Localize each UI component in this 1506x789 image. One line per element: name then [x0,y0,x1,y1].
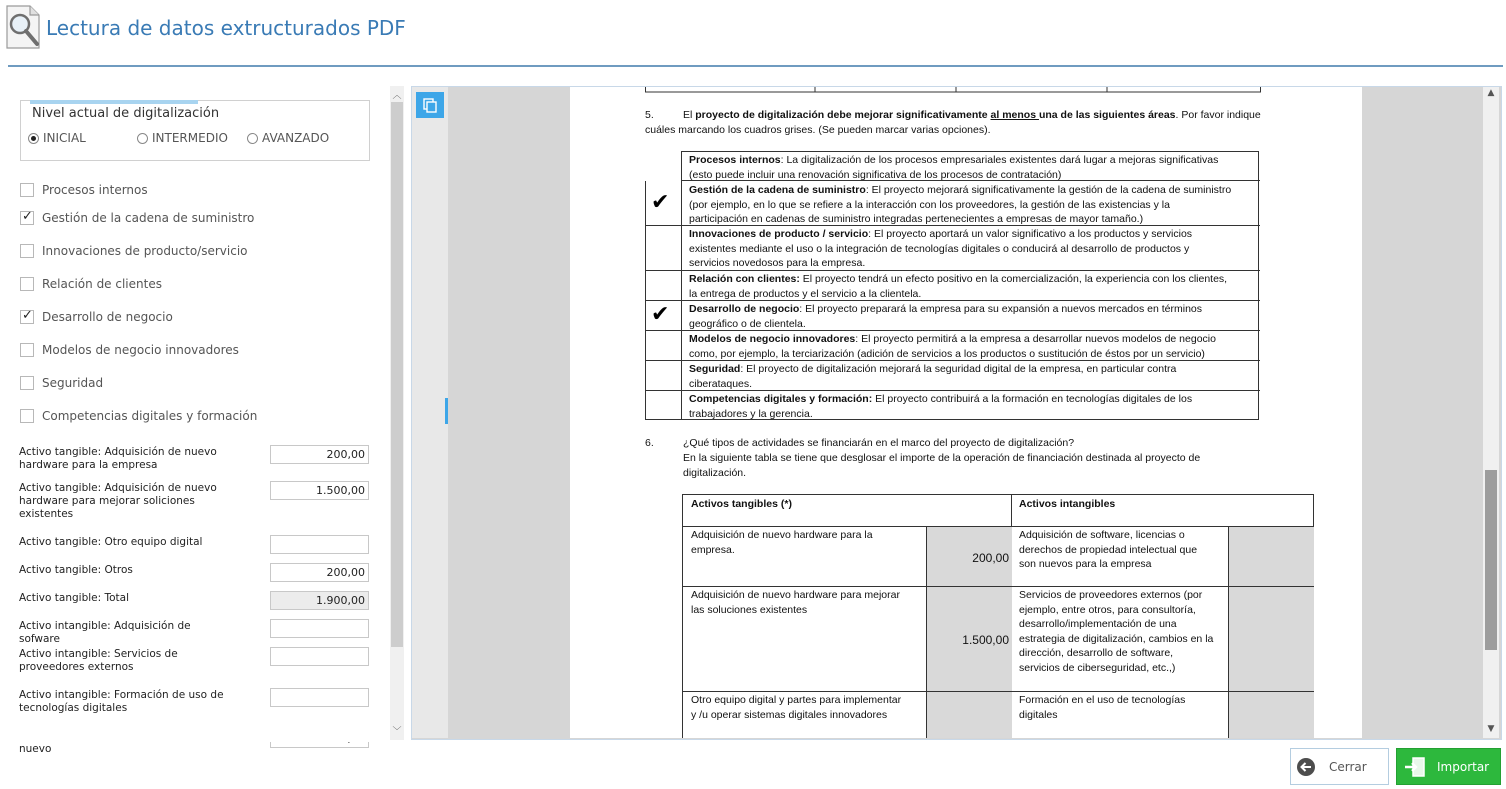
q5-number: 5. [645,109,654,121]
tangible-cell: Adquisición de nuevo hardware para mejorar las soluciones existentes [691,589,900,616]
import-button[interactable] [1396,748,1501,785]
field-label-total: Activo tangible: Total [19,592,130,604]
checkbox-label: Relación de clientes [42,277,162,291]
input-software[interactable] [270,619,369,638]
checkbox-label: Innovaciones de producto/servicio [42,244,248,258]
input-otro-equipo[interactable] [270,535,369,554]
input-hardware-mejorar[interactable] [270,481,369,500]
field-label-servicios: Activo intangible: Servicios de proveedores externos [19,648,178,673]
area-checkbox-cell[interactable] [645,361,682,391]
back-arrow-icon [1296,757,1316,777]
checkbox-label: Modelos de negocio innovadores [42,343,239,357]
input-servicios[interactable] [270,647,369,666]
app-title: Lectura de datos extructurados PDF [46,16,406,40]
area-checkbox-cell[interactable] [645,331,682,361]
checkbox-box [20,244,34,258]
intangible-cell: Adquisición de software, licencias o derechos de propiedad intelectual que son nuevos para la empresa [1019,529,1198,570]
input-hardware-empresa[interactable] [270,445,369,464]
checkbox-modelos-negocio[interactable] [20,343,239,357]
checkbox-box [20,310,34,324]
level-group-title: Nivel actual de digitalización [32,106,220,121]
area-checkbox-cell[interactable] [645,391,682,420]
level-group-accent [30,100,198,104]
scrollbar-thumb[interactable] [391,102,403,647]
panel-clip-mask [0,728,388,742]
radio-intermedio[interactable] [137,131,228,145]
scrollbar-thumb[interactable] [1485,470,1497,650]
input-formacion[interactable] [270,688,369,707]
radio-avanzado[interactable] [247,131,329,145]
table-divider [926,586,1012,587]
q5-heading: El proyecto de digitalización debe mejorar significativamente al menos una de las siguientes áreas. Por favor indique [683,109,1261,121]
field-label-contratacion: nuevo [19,743,52,755]
checkbox-box [20,277,34,291]
area-checkbox-cell[interactable] [645,226,682,271]
radio-label: AVANZADO [262,131,330,145]
previous-table-fragment [645,87,1261,93]
area-row-text: Gestión de la cadena de suministro: El proyecto mejorará significativamente la gestión de la cadena de suministro (por ejemplo, en lo que se refiere a la interacción con los proveedores, la gestión de las existencias y la participación en cadenas de suministro integradas pertenecientes a empresas de mayor tamaño.) [689,184,1232,225]
field-label-hardware-mejorar: Activo tangible: Adquisición de nuevo hardware para mejorar soliciones existentes [19,482,217,520]
table-divider [926,691,1012,692]
import-icon [1404,756,1426,778]
field-label-otro-equipo: Activo tangible: Otro equipo digital [19,536,203,548]
magnifier-document-icon [4,4,42,50]
radio-inicial[interactable] [28,131,86,145]
checkbox-relacion-clientes[interactable] [20,277,162,291]
field-label-otros: Activo tangible: Otros [19,564,133,576]
checkbox-label: Desarrollo de negocio [42,310,173,324]
area-row-text: Competencias digitales y formación: El proyecto contribuirá a la formación en tecnologías digitales de los trabajadores y la gerencia. [689,393,1193,420]
checkbox-procesos-internos[interactable] [20,183,148,197]
area-checkbox-cell[interactable] [645,271,682,301]
q5-heading-line2: cuáles marcando los cuadros grises. (Se pueden marcar varias opciones). [645,124,991,136]
radio-indicator [28,133,39,144]
area-row-text: Modelos de negocio innovadores: El proyecto permitirá a la empresa a desarrollar nuevos modelos de negocio como, por ejemplo, la terciarización (adición de servicios a los productos o sustitución de éstos por un servicio) [689,333,1216,360]
field-label-formacion: Activo intangible: Formación de uso de tecnologías digitales [19,689,224,714]
close-button[interactable] [1290,748,1389,785]
scroll-up-arrow-icon[interactable]: ▲ [1487,88,1495,98]
radio-label: INTERMEDIO [152,131,228,145]
checkbox-label: Gestión de la cadena de suministro [42,211,255,225]
q6-number: 6. [645,437,654,449]
checkbox-competencias[interactable] [20,409,257,423]
area-row-text: Desarrollo de negocio: El proyecto preparará la empresa para su expansión a nuevos mercados en términos geográfico o de clientela. [689,303,1202,330]
amount-value: 200,00 [972,551,1009,565]
scroll-up-arrow-icon[interactable]: ︿ [392,91,402,101]
checkbox-seguridad[interactable] [20,376,103,390]
import-button-label: Importar [1437,759,1490,774]
checkbox-desarrollo-negocio[interactable] [20,310,173,324]
area-row-text: Relación con clientes: El proyecto tendrá un efecto positivo en la comercialización, la experiencia con los clientes, la entrega de productos y el servicio a la clientela. [689,273,1228,300]
checkbox-box [20,183,34,197]
scroll-down-arrow-icon[interactable]: ▼ [1487,724,1495,734]
sidebar-splitter[interactable] [445,398,448,424]
checkbox-box [20,409,34,423]
intangible-cell: Formación en el uso de tecnologías digitales [1019,694,1186,721]
checkbox-cadena-suministro[interactable] [20,211,254,225]
q6-heading: ¿Qué tipos de actividades se financiarán en el marco del proyecto de digitalización? [683,437,1075,449]
area-row-text: Innovaciones de producto / servicio: El proyecto aportará un valor significativo a los productos y servicios existentes mediante el uso o la integración de tecnologías digitales o conducirá al desarrollo de productos y servicios novedosos para la empresa. [689,228,1193,269]
table-divider [1228,691,1314,692]
left-scrollbar[interactable] [390,86,404,740]
area-row-text: Seguridad: El proyecto de digitalización mejorará la seguridad digital de la empresa, en particular contra ciberataques. [689,363,1177,390]
q6-line3: digitalización. [683,467,747,479]
radio-label: INICIAL [43,131,86,145]
scroll-down-arrow-icon[interactable]: ﹀ [392,727,402,737]
header-divider [8,65,1503,67]
input-otros[interactable] [270,563,369,582]
tangible-cell: Adquisición de nuevo hardware para la empresa. [691,529,873,556]
area-checkbox-cell[interactable] [645,151,682,181]
checkbox-label: Seguridad [42,376,104,390]
checkmark-icon: ✔ [651,302,670,327]
field-label-software: Activo intangible: Adquisición de sofware [19,620,191,645]
radio-indicator [137,133,148,144]
intangible-header: Activos intangibles [1019,498,1116,510]
intangible-amount-column [1228,527,1314,738]
checkmark-icon: ✔ [651,190,670,215]
radio-indicator [247,133,258,144]
checkbox-box [20,376,34,390]
q6-line2: En la siguiente tabla se tiene que desglosar el importe de la operación de financiación destinada al proyecto de [683,452,1201,464]
area-row-text: Procesos internos: La digitalización de los procesos empresariales existentes dará lugar a mejoras significativas (esto puede incluir una renovación significativa de los procesos de contratación) [689,154,1219,181]
input-total [270,591,369,610]
checkbox-label: Competencias digitales y formación [42,409,258,423]
page-thumbnails-button[interactable] [416,92,444,118]
amount-value: 1.500,00 [962,633,1009,647]
tangible-cell: Otro equipo digital y partes para implementar y /u operar sistemas digitales innovadores [691,694,902,721]
field-label-hardware-empresa: Activo tangible: Adquisición de nuevo hardware para la empresa [19,446,217,471]
table-divider [1228,586,1314,587]
checkbox-box [20,211,34,225]
checkbox-box [20,343,34,357]
checkbox-label: Procesos internos [42,183,148,197]
tangible-header: Activos tangibles (*) [691,498,792,510]
checkbox-innovaciones[interactable] [20,244,248,258]
close-button-label: Cerrar [1329,759,1367,774]
viewer-sidebar [412,87,448,738]
thumbnails-icon [416,92,444,118]
viewer-scrollbar[interactable] [1483,87,1499,738]
intangible-cell: Servicios de proveedores externos (por ejemplo, entre otros, para consultoría, desarrollo/implementación de una estrategia de digitalización, cambios en la dirección, desarrollo de software, servicios de ciberseguridad, etc.,) [1019,589,1214,674]
